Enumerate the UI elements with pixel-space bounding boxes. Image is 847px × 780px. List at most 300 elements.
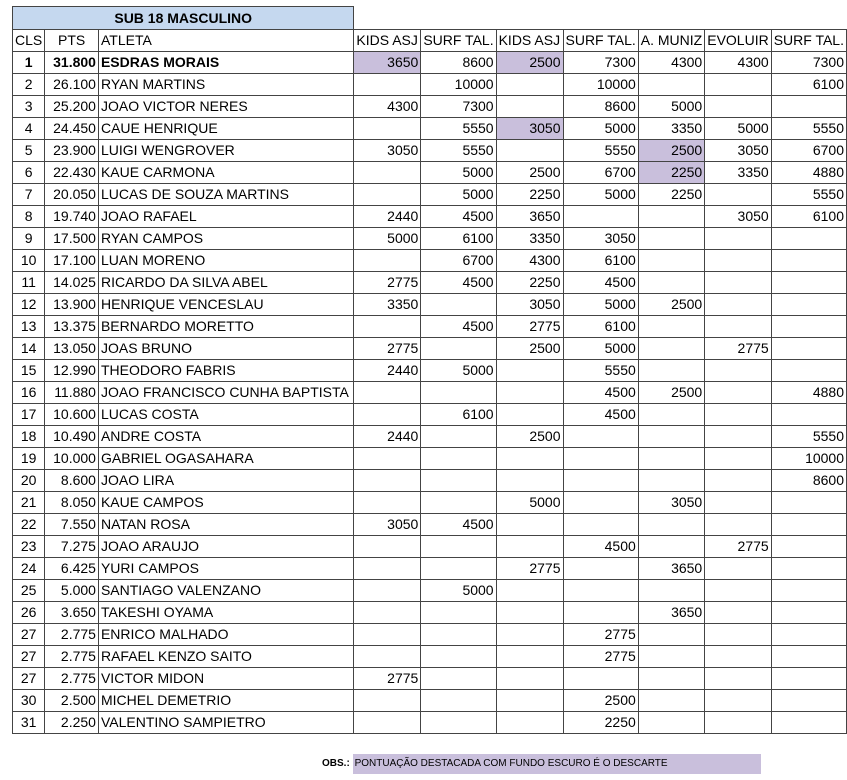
rank-cell: 5 [13, 140, 45, 162]
table-row [13, 316, 847, 338]
points-cell: 10.490 [45, 426, 99, 448]
score-cell: 7300 [563, 52, 638, 74]
score-cell [638, 250, 704, 272]
score-cell [496, 668, 563, 690]
score-cell: 3050 [705, 140, 771, 162]
score-cell: 2775 [496, 316, 563, 338]
score-cell: 6100 [771, 206, 846, 228]
score-cell: 2500 [496, 162, 563, 184]
score-cell [705, 690, 771, 712]
score-cell [771, 228, 846, 250]
score-cell: 3350 [638, 118, 704, 140]
table-row [13, 338, 847, 360]
table-row [13, 250, 847, 272]
score-cell [496, 470, 563, 492]
athlete-name-cell: NATAN ROSA [98, 514, 353, 536]
score-cell [421, 536, 496, 558]
score-cell: 10000 [771, 448, 846, 470]
score-cell: 4880 [771, 162, 846, 184]
score-cell: 3050 [563, 228, 638, 250]
score-cell [496, 580, 563, 602]
score-cell [771, 602, 846, 624]
score-cell: 4500 [421, 514, 496, 536]
score-cell [771, 624, 846, 646]
points-cell: 10.600 [45, 404, 99, 426]
table-row [13, 514, 847, 536]
points-cell: 13.050 [45, 338, 99, 360]
score-cell: 4300 [496, 250, 563, 272]
score-cell: 5000 [421, 162, 496, 184]
rank-cell: 8 [13, 206, 45, 228]
score-cell [638, 338, 704, 360]
score-cell [705, 294, 771, 316]
athlete-name-cell: GABRIEL OGASAHARA [98, 448, 353, 470]
score-cell [705, 382, 771, 404]
score-cell [563, 514, 638, 536]
rank-cell: 25 [13, 580, 45, 602]
score-cell: 4500 [421, 272, 496, 294]
footer-label: OBS.: [322, 758, 350, 769]
score-cell: 2775 [705, 338, 771, 360]
athlete-name-cell: HENRIQUE VENCESLAU [98, 294, 353, 316]
header-event: SURF TAL. [421, 30, 496, 52]
discarded-score-cell: 2500 [496, 52, 563, 74]
table-row [13, 404, 847, 426]
rank-cell: 1 [13, 52, 45, 74]
athlete-name-cell: JOAO RAFAEL [98, 206, 353, 228]
score-cell [496, 690, 563, 712]
score-cell: 5550 [563, 360, 638, 382]
score-cell [354, 536, 421, 558]
score-cell: 3050 [705, 206, 771, 228]
score-cell [771, 646, 846, 668]
header-event: KIDS ASJ [496, 30, 563, 52]
score-cell: 2440 [354, 206, 421, 228]
score-cell: 3050 [354, 140, 421, 162]
score-cell: 2775 [354, 668, 421, 690]
score-cell: 2250 [496, 272, 563, 294]
score-cell: 3650 [638, 602, 704, 624]
score-cell [354, 712, 421, 734]
table-row [13, 52, 847, 74]
score-cell [496, 602, 563, 624]
score-cell: 3050 [638, 492, 704, 514]
score-cell [354, 558, 421, 580]
score-cell [354, 602, 421, 624]
score-cell [771, 492, 846, 514]
rank-cell: 4 [13, 118, 45, 140]
score-cell: 5550 [563, 140, 638, 162]
rank-cell: 10 [13, 250, 45, 272]
score-cell [638, 360, 704, 382]
rank-cell: 16 [13, 382, 45, 404]
score-cell [638, 514, 704, 536]
score-cell: 2440 [354, 426, 421, 448]
score-cell [705, 580, 771, 602]
score-cell [496, 624, 563, 646]
score-cell [563, 206, 638, 228]
athlete-name-cell: JOAO ARAUJO [98, 536, 353, 558]
score-cell [705, 360, 771, 382]
rank-cell: 3 [13, 96, 45, 118]
athlete-name-cell: LUCAS COSTA [98, 404, 353, 426]
athlete-name-cell: ENRICO MALHADO [98, 624, 353, 646]
rank-cell: 13 [13, 316, 45, 338]
rank-cell: 23 [13, 536, 45, 558]
points-cell: 23.900 [45, 140, 99, 162]
score-cell [496, 536, 563, 558]
score-cell: 2500 [563, 690, 638, 712]
score-cell [354, 118, 421, 140]
score-cell [705, 646, 771, 668]
score-cell: 4500 [563, 272, 638, 294]
header-row [13, 30, 847, 52]
score-cell [771, 558, 846, 580]
score-cell [638, 712, 704, 734]
table-row [13, 712, 847, 734]
header-event: A. MUNIZ [638, 30, 704, 52]
table-row [13, 470, 847, 492]
score-cell [771, 404, 846, 426]
score-cell [771, 250, 846, 272]
points-cell: 20.050 [45, 184, 99, 206]
points-cell: 17.500 [45, 228, 99, 250]
score-cell: 5550 [771, 426, 846, 448]
table-row [13, 360, 847, 382]
score-cell [638, 668, 704, 690]
score-cell [496, 514, 563, 536]
athlete-name-cell: THEODORO FABRIS [98, 360, 353, 382]
score-cell [638, 690, 704, 712]
rank-cell: 21 [13, 492, 45, 514]
score-cell [771, 514, 846, 536]
athlete-name-cell: JOAS BRUNO [98, 338, 353, 360]
athlete-name-cell: ESDRAS MORAIS [98, 52, 353, 74]
score-cell: 5000 [421, 360, 496, 382]
score-cell [705, 492, 771, 514]
rank-cell: 12 [13, 294, 45, 316]
points-cell: 2.775 [45, 646, 99, 668]
score-cell [354, 162, 421, 184]
points-cell: 2.250 [45, 712, 99, 734]
score-cell: 2250 [563, 712, 638, 734]
athlete-name-cell: TAKESHI OYAMA [98, 602, 353, 624]
athlete-name-cell: RICARDO DA SILVA ABEL [98, 272, 353, 294]
points-cell: 26.100 [45, 74, 99, 96]
score-cell [563, 602, 638, 624]
score-cell [705, 514, 771, 536]
score-cell [354, 580, 421, 602]
score-cell [563, 580, 638, 602]
athlete-name-cell: VICTOR MIDON [98, 668, 353, 690]
header-pts: PTS [45, 30, 99, 52]
score-cell [496, 712, 563, 734]
athlete-name-cell: LUCAS DE SOUZA MARTINS [98, 184, 353, 206]
score-cell: 5000 [421, 580, 496, 602]
score-cell [705, 470, 771, 492]
athlete-name-cell: CAUE HENRIQUE [98, 118, 353, 140]
discarded-score-cell: 3050 [496, 118, 563, 140]
athlete-name-cell: YURI CAMPOS [98, 558, 353, 580]
score-cell [421, 470, 496, 492]
score-cell [563, 492, 638, 514]
table-row [13, 580, 847, 602]
score-cell [563, 470, 638, 492]
score-cell [563, 558, 638, 580]
score-cell [705, 558, 771, 580]
score-cell: 6100 [421, 404, 496, 426]
score-cell [421, 426, 496, 448]
score-cell: 4500 [563, 404, 638, 426]
score-cell [421, 602, 496, 624]
score-cell [354, 690, 421, 712]
score-cell [421, 646, 496, 668]
score-cell [705, 712, 771, 734]
table-row [13, 162, 847, 184]
athlete-name-cell: LUAN MORENO [98, 250, 353, 272]
table-row [13, 602, 847, 624]
rank-cell: 27 [13, 646, 45, 668]
score-cell [354, 470, 421, 492]
athlete-name-cell: SANTIAGO VALENZANO [98, 580, 353, 602]
score-cell: 5000 [563, 184, 638, 206]
score-cell [421, 712, 496, 734]
score-cell: 5000 [705, 118, 771, 140]
athlete-name-cell: VALENTINO SAMPIETRO [98, 712, 353, 734]
score-cell [638, 536, 704, 558]
table-row [13, 426, 847, 448]
rank-cell: 11 [13, 272, 45, 294]
score-cell [354, 624, 421, 646]
table-row [13, 206, 847, 228]
table-row [13, 74, 847, 96]
rank-cell: 31 [13, 712, 45, 734]
score-cell [638, 470, 704, 492]
table-row [13, 492, 847, 514]
score-cell [354, 492, 421, 514]
rank-cell: 27 [13, 668, 45, 690]
header-cls: CLS [13, 30, 45, 52]
score-cell: 5000 [638, 96, 704, 118]
score-cell: 2440 [354, 360, 421, 382]
score-cell [638, 448, 704, 470]
score-cell [354, 646, 421, 668]
score-cell: 8600 [563, 96, 638, 118]
score-cell: 3650 [638, 558, 704, 580]
score-cell [496, 74, 563, 96]
title-row [13, 7, 847, 30]
score-cell [354, 382, 421, 404]
score-cell [705, 272, 771, 294]
rank-cell: 17 [13, 404, 45, 426]
score-cell [705, 404, 771, 426]
athlete-name-cell: RAFAEL KENZO SAITO [98, 646, 353, 668]
points-cell: 25.200 [45, 96, 99, 118]
score-cell: 3650 [496, 206, 563, 228]
score-cell: 5000 [421, 184, 496, 206]
score-cell [771, 712, 846, 734]
score-cell: 7300 [421, 96, 496, 118]
rank-cell: 22 [13, 514, 45, 536]
score-cell: 6100 [563, 316, 638, 338]
score-cell [354, 316, 421, 338]
header-event: KIDS ASJ [354, 30, 421, 52]
score-cell [421, 294, 496, 316]
score-cell [496, 448, 563, 470]
points-cell: 7.275 [45, 536, 99, 558]
score-cell: 5000 [563, 294, 638, 316]
athlete-name-cell: RYAN MARTINS [98, 74, 353, 96]
points-cell: 22.430 [45, 162, 99, 184]
score-cell: 3350 [354, 294, 421, 316]
score-cell: 3050 [354, 514, 421, 536]
points-cell: 5.000 [45, 580, 99, 602]
score-cell [705, 184, 771, 206]
score-cell: 2500 [638, 382, 704, 404]
score-cell [705, 668, 771, 690]
score-cell [354, 404, 421, 426]
rank-cell: 2 [13, 74, 45, 96]
table-row [13, 294, 847, 316]
rank-cell: 7 [13, 184, 45, 206]
points-cell: 13.375 [45, 316, 99, 338]
points-cell: 2.500 [45, 690, 99, 712]
score-cell [638, 624, 704, 646]
points-cell: 7.550 [45, 514, 99, 536]
score-cell: 3350 [705, 162, 771, 184]
score-cell [496, 382, 563, 404]
header-event: EVOLUIR [705, 30, 771, 52]
table-row [13, 382, 847, 404]
discarded-score-cell: 2500 [638, 140, 704, 162]
score-cell: 2500 [638, 294, 704, 316]
score-cell: 3350 [496, 228, 563, 250]
score-cell [638, 206, 704, 228]
points-cell: 8.050 [45, 492, 99, 514]
rank-cell: 6 [13, 162, 45, 184]
score-cell [705, 426, 771, 448]
score-cell: 4500 [421, 316, 496, 338]
footer-text: PONTUAÇÃO DESTACADA COM FUNDO ESCURO É O DESCARTE [353, 754, 761, 774]
table-row [13, 646, 847, 668]
score-cell [705, 602, 771, 624]
score-cell [496, 140, 563, 162]
score-cell [496, 96, 563, 118]
score-cell [638, 646, 704, 668]
score-cell: 2775 [563, 646, 638, 668]
table-row [13, 624, 847, 646]
score-cell: 10000 [563, 74, 638, 96]
score-cell [421, 338, 496, 360]
score-cell: 2500 [496, 338, 563, 360]
rank-cell: 14 [13, 338, 45, 360]
score-cell [421, 448, 496, 470]
points-cell: 17.100 [45, 250, 99, 272]
score-cell [771, 294, 846, 316]
rank-cell: 18 [13, 426, 45, 448]
athlete-name-cell: RYAN CAMPOS [98, 228, 353, 250]
score-cell [496, 360, 563, 382]
athlete-name-cell: MICHEL DEMETRIO [98, 690, 353, 712]
score-cell [496, 646, 563, 668]
score-cell [638, 228, 704, 250]
score-cell [638, 272, 704, 294]
score-cell: 4500 [563, 382, 638, 404]
score-cell: 5000 [354, 228, 421, 250]
athlete-name-cell: JOAO FRANCISCO CUNHA BAPTISTA [98, 382, 353, 404]
score-cell: 5550 [421, 118, 496, 140]
score-cell [563, 448, 638, 470]
score-cell: 2775 [705, 536, 771, 558]
score-cell: 2250 [496, 184, 563, 206]
footer-note [322, 754, 761, 774]
score-cell [705, 74, 771, 96]
score-cell: 4300 [705, 52, 771, 74]
points-cell: 24.450 [45, 118, 99, 140]
score-cell [705, 96, 771, 118]
discarded-score-cell: 2250 [638, 162, 704, 184]
ranking-sheet [12, 6, 847, 734]
rank-cell: 9 [13, 228, 45, 250]
table-row [13, 536, 847, 558]
score-cell: 2775 [354, 338, 421, 360]
score-cell [771, 96, 846, 118]
header-event: SURF TAL. [563, 30, 638, 52]
athlete-name-cell: KAUE CARMONA [98, 162, 353, 184]
athlete-name-cell: KAUE CAMPOS [98, 492, 353, 514]
points-cell: 13.900 [45, 294, 99, 316]
score-cell: 5000 [563, 338, 638, 360]
rank-cell: 19 [13, 448, 45, 470]
table-row [13, 140, 847, 162]
score-cell: 7300 [771, 52, 846, 74]
score-cell: 2775 [354, 272, 421, 294]
score-cell [563, 426, 638, 448]
score-cell [563, 668, 638, 690]
score-cell [771, 272, 846, 294]
athlete-name-cell: ANDRE COSTA [98, 426, 353, 448]
points-cell: 14.025 [45, 272, 99, 294]
score-cell [771, 338, 846, 360]
score-cell [421, 558, 496, 580]
score-cell [638, 426, 704, 448]
score-cell [421, 690, 496, 712]
score-cell: 5550 [771, 118, 846, 140]
rank-cell: 24 [13, 558, 45, 580]
table-row [13, 448, 847, 470]
score-cell: 2500 [496, 426, 563, 448]
points-cell: 12.990 [45, 360, 99, 382]
score-cell [638, 74, 704, 96]
score-cell [705, 316, 771, 338]
score-cell [705, 250, 771, 272]
points-cell: 31.800 [45, 52, 99, 74]
score-cell: 2250 [638, 184, 704, 206]
points-cell: 6.425 [45, 558, 99, 580]
table-row [13, 668, 847, 690]
table-title: SUB 18 MASCULINO [13, 7, 354, 30]
score-cell [638, 404, 704, 426]
score-cell: 4880 [771, 382, 846, 404]
table-row [13, 558, 847, 580]
score-cell: 8600 [771, 470, 846, 492]
score-cell: 5000 [563, 118, 638, 140]
score-cell [705, 228, 771, 250]
score-cell [771, 316, 846, 338]
score-cell [421, 492, 496, 514]
score-cell: 6100 [563, 250, 638, 272]
rank-cell: 26 [13, 602, 45, 624]
